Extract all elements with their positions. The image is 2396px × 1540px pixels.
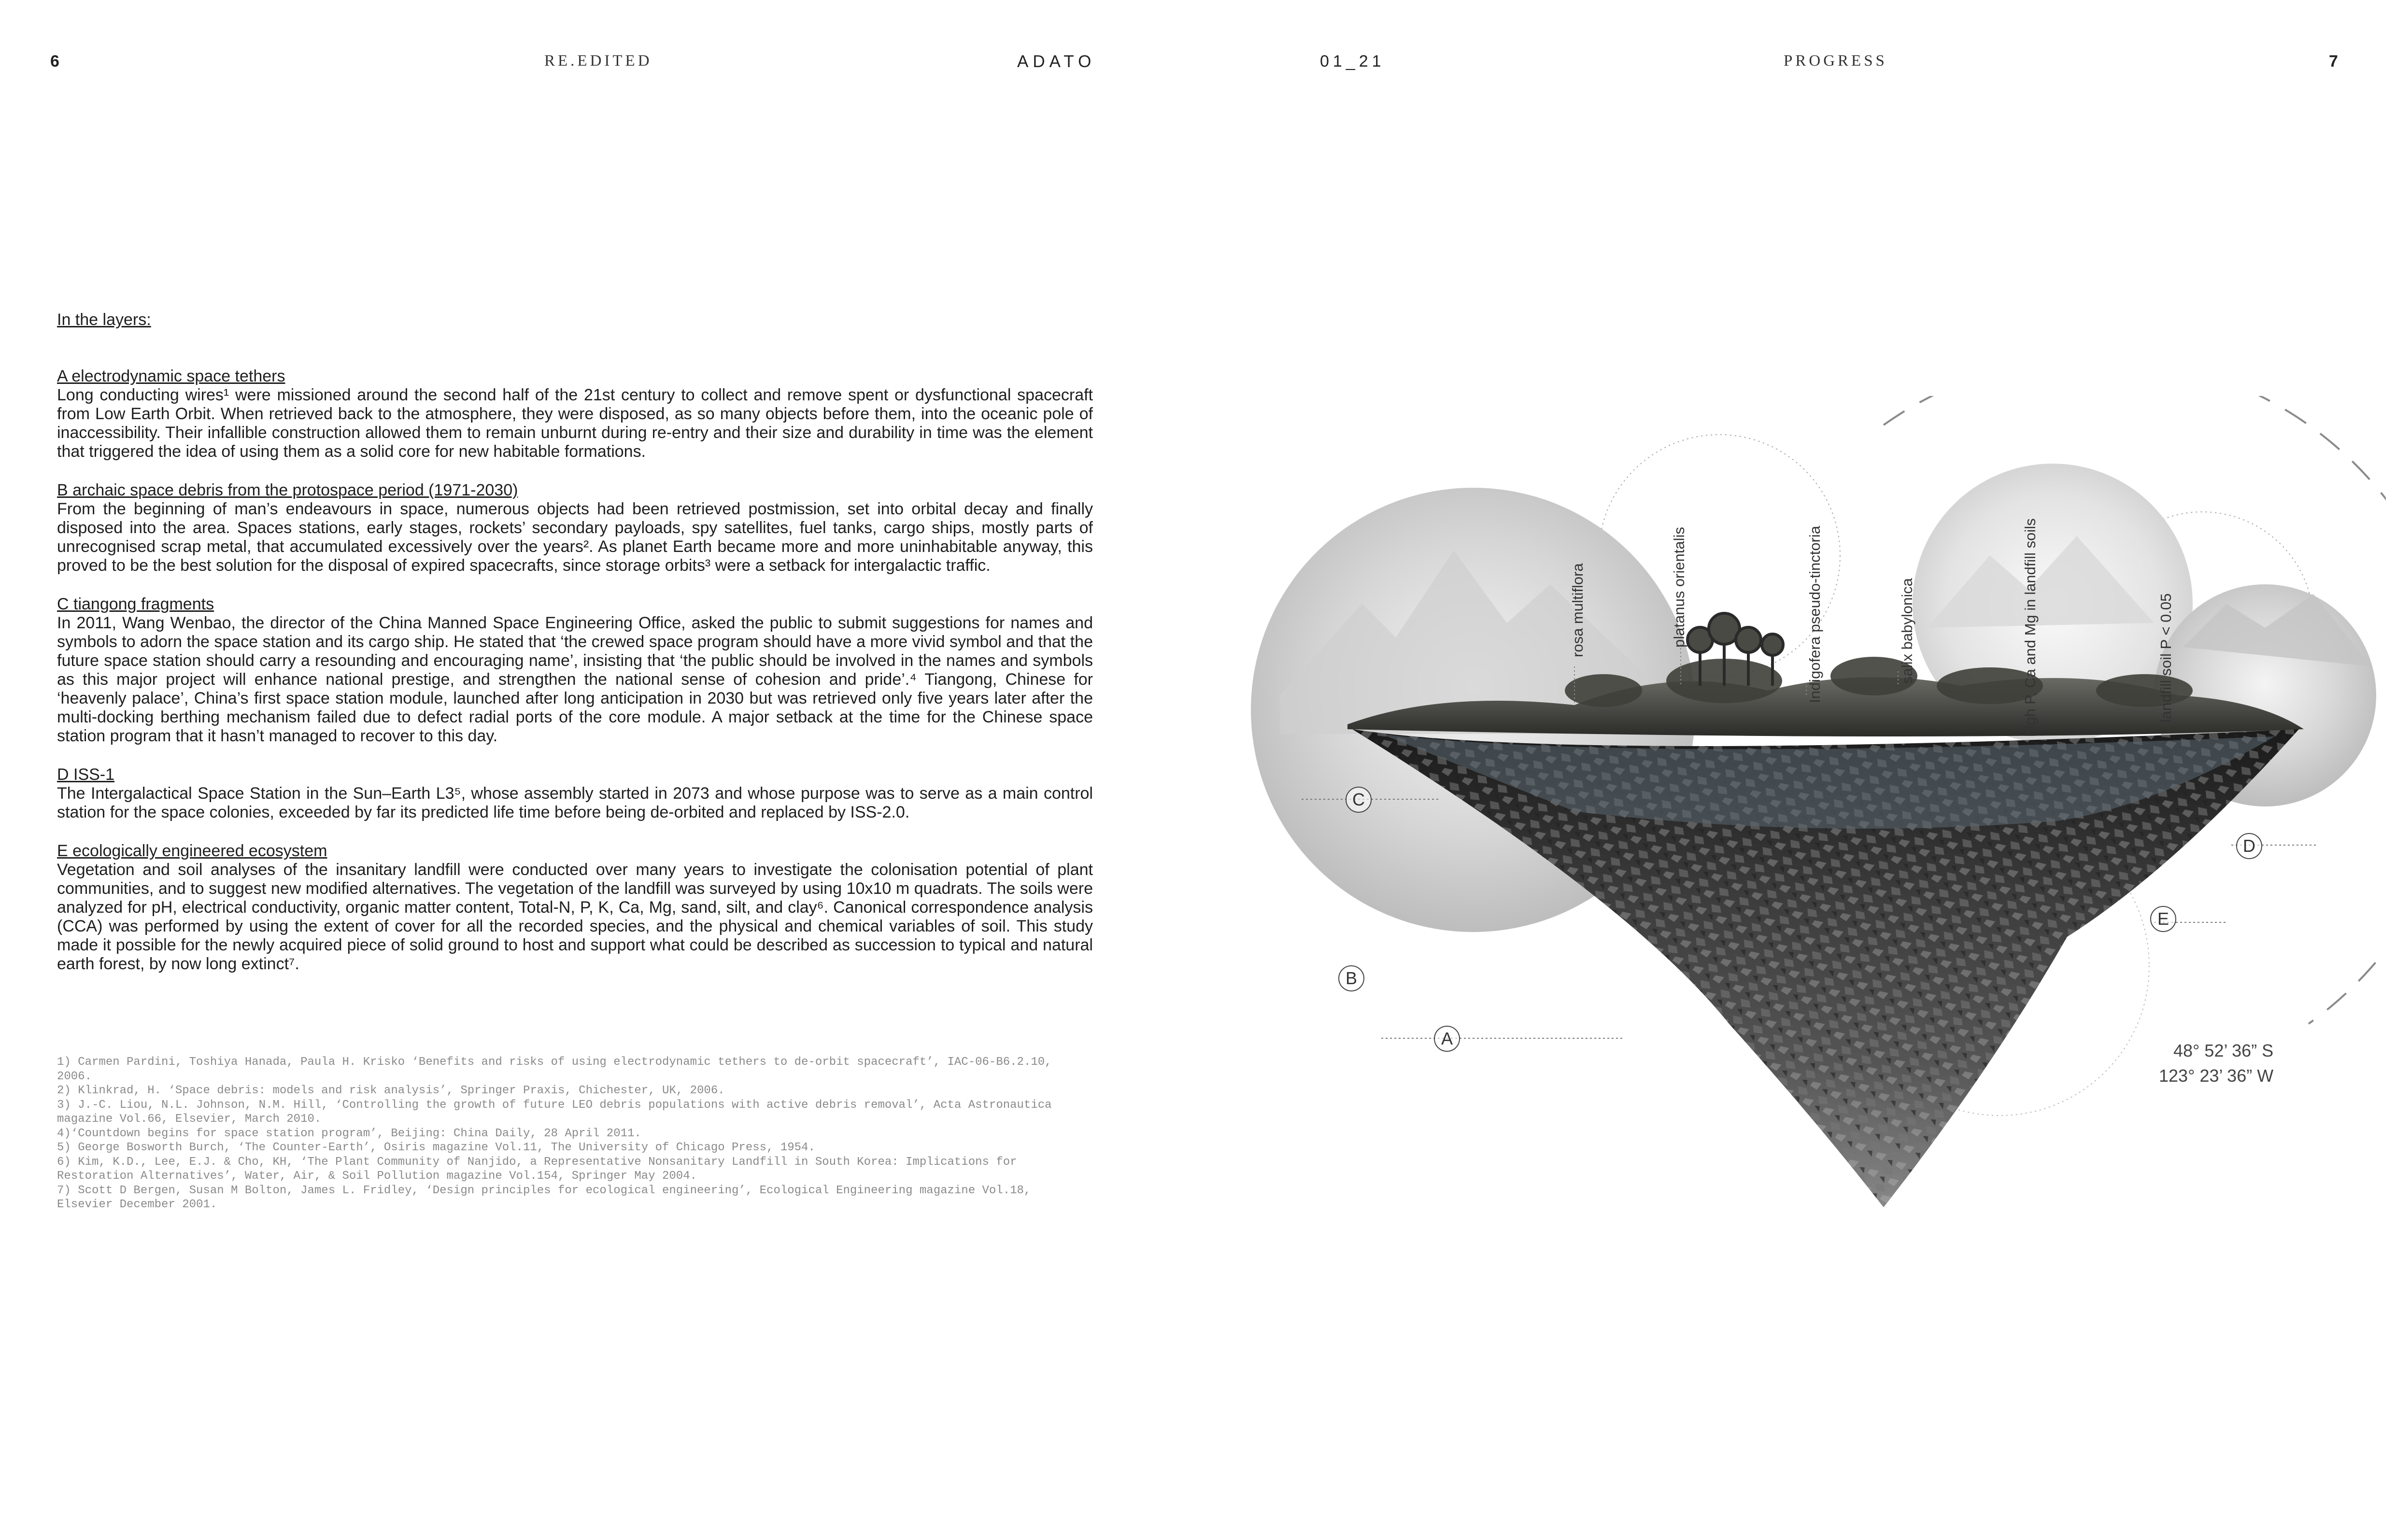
layer-section-b: [57, 481, 1093, 575]
layer-marker-d: D: [2236, 833, 2262, 859]
plant-label-platanus: platanus orientalis: [1671, 527, 1687, 648]
article-body: [57, 311, 1093, 993]
footnote: 4)‘Countdown begins for space station program’, Beijing: China Daily, 28 April 2011.: [57, 1127, 641, 1140]
layer-marker-c: C: [1346, 787, 1372, 813]
right-page-number: 7: [2329, 52, 2338, 71]
left-section-label: RE.EDITED: [544, 52, 652, 70]
left-page-number: 6: [50, 52, 59, 71]
plant-label-rosa: rosa multiflora: [1569, 563, 1586, 657]
plant-label-landfill-nutrients: high P, Ca and Mg in landfill soils: [2022, 518, 2039, 737]
issue-number: 01_21: [1320, 52, 1385, 71]
section-title: B archaic space debris from the protospace period (1971-2030): [57, 481, 518, 499]
footnote: 3) J.-C. Liou, N.L. Johnson, N.M. Hill, ‘Controlling the growth of future LEO debris populations with active debris removal’, Acta Astronautica magazine Vol.66, Elsevier, March 2010.: [57, 1098, 1052, 1126]
section-title: A electrodynamic space tethers: [57, 367, 285, 385]
latitude-text: 48° 52’ 36” S: [2173, 1041, 2274, 1060]
intro-heading: In the layers:: [57, 311, 151, 329]
section-body: In 2011, Wang Wenbao, the director of the China Manned Space Engineering Office, asked the public to submit suggestions for names and symbols to adorn the space station and its cargo ship. He stated that ‘the crewed space program should have a more vivid symbol and that the future space station should carry a resounding and encouraging name’, insisting that ‘the public should be involved in the names and symbols as this major project will enhance national prestige, and strengthen the national sense of cohesion and pride’.⁴ Tiangong, Chinese for ‘heavenly palace’, China’s first space station module, launched after long anticipation in 2030 but was retrieved only five years later after the multi-docking berthing mechanism failed due to defect radial ports of the core module. A major setback at the time for the Chinese space station program that it hasn’t managed to recover to this day.: [57, 614, 1093, 745]
layer-section-e: [57, 842, 1093, 974]
plant-label-soil-p: landfill soil P < 0.05: [2157, 593, 2174, 722]
layer-marker-b: B: [1338, 965, 1364, 991]
plant-label-indigofera: Indigofera pseudo-tinctoria: [1806, 525, 1823, 703]
footnote: 6) Kim, K.D., Lee, E.J. & Cho, KH, ‘The Plant Community of Nanjido, a Representative Nonsanitary Landfill in South Korea: Implications for Restoration Alternatives’, Water, Air, & Soil Pollution magazine Vol.154, Springer May 2004.: [57, 1155, 1017, 1183]
layer-section-d: [57, 765, 1093, 822]
floating-island-illustration: [1236, 396, 2386, 1217]
layer-marker-a: A: [1434, 1026, 1460, 1052]
section-title: C tiangong fragments: [57, 595, 214, 613]
section-title: E ecologically engineered ecosystem: [57, 842, 327, 860]
layer-section-c: [57, 595, 1093, 746]
section-body: The Intergalactical Space Station in the Sun–Earth L3⁵, whose assembly started in 2073 and whose purpose was to serve as a main control station for the space colonies, exceeded by far its predicted life time before being de-orbited and replaced by ISS-2.0.: [57, 784, 1093, 821]
footnote: 5) George Bosworth Burch, ‘The Counter-Earth’, Osiris magazine Vol.11, The University of Chicago Press, 1954.: [57, 1141, 815, 1154]
section-body: Long conducting wires¹ were missioned around the second half of the 21st century to collect and remove spent or dysfunctional spacecraft from Low Earth Orbit. When retrieved back to the atmosphere, they were disposed, as so many objects before them, into the oceanic pole of inaccessibility. Their infallible construction allowed them to remain unburnt during re-entry and their size and durability in time was the element that triggered the idea of using them as a solid core for new habitable formations.: [57, 386, 1093, 461]
magazine-brand: ADATO: [1017, 52, 1096, 71]
location-coordinates: [2159, 1038, 2273, 1088]
section-title: D ISS-1: [57, 765, 115, 784]
footnote: 1) Carmen Pardini, Toshiya Hanada, Paula H. Krisko ‘Benefits and risks of using electrodynamic tethers to de-orbit spacecraft’, IAC-06-B6.2.10, 2006.: [57, 1056, 1052, 1083]
layer-marker-e: E: [2150, 906, 2176, 932]
footnote: 2) Klinkrad, H. ‘Space debris: models and risk analysis’, Springer Praxis, Chichester, UK, 2006.: [57, 1084, 725, 1097]
plant-label-salix: salix babylonica: [1899, 578, 1915, 684]
footnotes: [57, 1055, 1093, 1212]
section-body: Vegetation and soil analyses of the insanitary landfill were conducted over many years to investigate the colonisation potential of plant communities, and to suggest new modified alternatives. The vegetation of the landfill was surveyed by using 10x10 m quadrats. The soils were analyzed for pH, electrical conductivity, organic matter content, Total-N, P, K, Ca, Mg, sand, silt, and clay⁶. Canonical correspondence analysis (CCA) was performed by using the extent of cover for all the recorded species, and the physical and chemical variables of soil. This study made it possible for the newly acquired piece of solid ground to host and support what could be described as succession to typical and natural earth forest, by now long extinct⁷.: [57, 861, 1093, 973]
longitude-text: 123° 23’ 36” W: [2159, 1066, 2274, 1086]
footnote: 7) Scott D Bergen, Susan M Bolton, James L. Fridley, ‘Design principles for ecological engineering’, Ecological Engineering magazine Vol.18, Elsevier December 2001.: [57, 1184, 1031, 1211]
section-body: From the beginning of man’s endeavours in space, numerous objects had been retrieved postmission, set into orbital decay and finally disposed into the area. Spaces stations, early stages, rockets’ secondary payloads, spy satellites, fuel tanks, cargo ships, mostly parts of unrecognised scrap metal, that accumulated excessively over the years². As planet Earth became more and more uninhabitable anyway, this proved to be the best solution for the disposal of expired spacecrafts, since storage orbits³ were a setback for intergalactic traffic.: [57, 500, 1093, 575]
layer-section-a: [57, 367, 1093, 461]
right-section-label: PROGRESS: [1784, 52, 1887, 70]
